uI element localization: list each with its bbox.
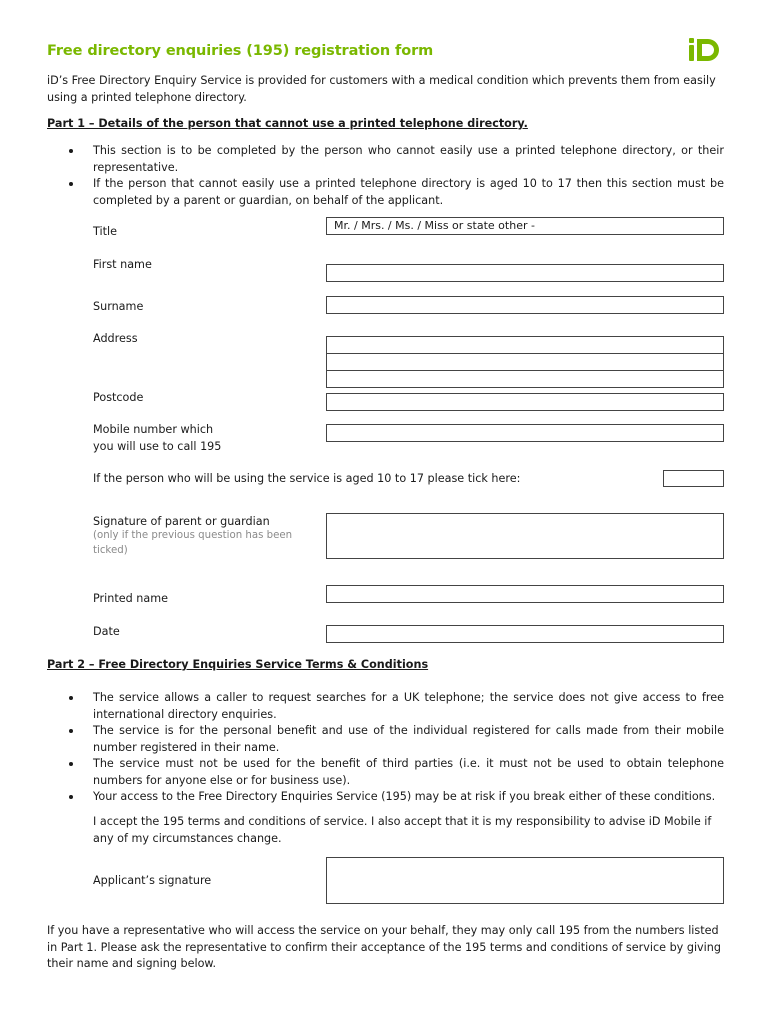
applicant-signature-label: Applicant’s signature [93,874,212,887]
age-tick-box[interactable] [663,470,724,487]
address-line-2-field[interactable] [326,353,724,371]
list-item: If the person that cannot easily use a printed telephone directory is aged 10 to 17 then this section must be completed by a parent or guardian, on behalf of the applicant. [93,176,724,209]
id-logo [686,36,724,64]
part1-heading: Part 1 – Details of the person that cannot use a printed telephone directory. [47,117,528,130]
printed-name-field[interactable] [326,585,724,603]
title-field-text: Mr. / Mrs. / Ms. / Miss or state other - [334,219,535,232]
surname-field[interactable] [326,296,724,314]
part2-bullets [93,690,724,806]
surname-label: Surname [93,300,144,313]
first-name-label: First name [93,258,152,271]
representative-text: If you have a representative who will access the service on your behalf, they may only call 195 from the numbers listed in Part 1. Please ask the representative to confirm their acceptance of the 195 terms and conditions of service by giving their name and signing below. [47,924,721,970]
mobile-number-field[interactable] [326,424,724,442]
part2-heading: Part 2 – Free Directory Enquiries Service Terms & Conditions [47,658,429,671]
applicant-signature-box[interactable] [326,857,724,904]
date-label: Date [93,625,120,638]
intro-text: iD’s Free Directory Enquiry Service is provided for customers with a medical condition which prevents them from easily using a printed telephone directory. [47,74,716,104]
title-label: Title [93,225,117,238]
accept-terms-text: I accept the 195 terms and conditions of service. I also accept that it is my responsibility to advise iD Mobile if any of my circumstances change. [93,815,712,845]
address-line-1-field[interactable] [326,336,724,354]
address-label: Address [93,332,138,345]
title-field[interactable] [326,217,724,235]
postcode-label: Postcode [93,391,144,404]
guardian-signature-box[interactable] [326,513,724,559]
mobile-label-line1: Mobile number which [93,423,214,436]
list-item: The service must not be used for the benefit of third parties (i.e. it must not be used to obtain telephone numbers for anyone else or for business use). [93,756,724,789]
age-tick-label: If the person who will be using the service is aged 10 to 17 please tick here: [93,472,521,485]
part1-bullets [93,143,724,209]
list-item: Your access to the Free Directory Enquiries Service (195) may be at risk if you break either of these conditions. [93,789,724,806]
date-field[interactable] [326,625,724,643]
guardian-signature-label: Signature of parent or guardian [93,515,270,528]
printed-name-label: Printed name [93,592,169,605]
mobile-label-line2: you will use to call 195 [93,440,222,453]
list-item: The service is for the personal benefit and use of the individual registered for calls made from their mobile number registered in their name. [93,723,724,756]
address-line-3-field[interactable] [326,370,724,388]
list-item: The service allows a caller to request searches for a UK telephone; the service does not give access to free international directory enquiries. [93,690,724,723]
form-title: Free directory enquiries (195) registration form [47,43,434,59]
guardian-signature-hint-2: ticked) [93,545,128,556]
postcode-field[interactable] [326,393,724,411]
guardian-signature-hint-1: (only if the previous question has been [93,530,293,541]
first-name-field[interactable] [326,264,724,282]
list-item: This section is to be completed by the person who cannot easily use a printed telephone directory, or their representative. [93,143,724,176]
